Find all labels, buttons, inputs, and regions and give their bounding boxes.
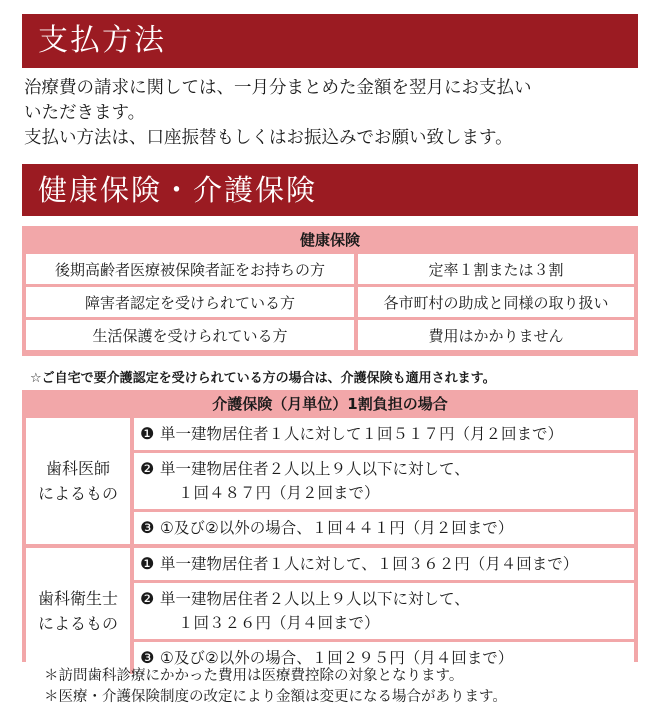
payment-line-3: 支払い方法は、口座振替もしくはお振込みでお願い致します。 [24, 128, 513, 148]
payment-intro [24, 76, 634, 151]
care-insurance-note: ☆ご自宅で要介護認定を受けられている方の場合は、介護保険も適用されます。 [30, 371, 496, 386]
item-marker: ❶ [140, 554, 155, 573]
item-text-line1: 単一建物居住者２人以上９人以下に対して、 [160, 590, 470, 608]
list-item [134, 583, 634, 639]
item-text: ①及び②以外の場合、１回４４１円（月２回まで） [160, 519, 514, 537]
care-group-label [26, 418, 130, 544]
health-insurance-header: 健康保険 [299, 231, 360, 249]
item-marker: ❸ [140, 518, 155, 537]
item-marker: ❷ [140, 589, 155, 608]
health-insurance-table [22, 226, 638, 356]
health-row-condition: 障害者認定を受けられている方 [26, 287, 354, 317]
care-group-dentist [26, 418, 634, 544]
health-row-condition: 後期高齢者医療被保険者証をお持ちの方 [26, 254, 354, 284]
care-group-label-line2: によるもの [37, 484, 118, 503]
health-row-rate: 各市町村の助成と同様の取り扱い [358, 287, 634, 317]
list-item [134, 548, 634, 580]
list-item [134, 418, 634, 450]
health-row-rate: 定率１割または３割 [358, 254, 634, 284]
item-marker: ❸ [140, 648, 155, 667]
item-marker: ❶ [140, 424, 155, 443]
care-group-hygienist [26, 548, 634, 674]
item-text-line1: 単一建物居住者２人以上９人以下に対して、 [160, 460, 470, 478]
item-text-line2: １回３２６円（月４回まで） [178, 614, 380, 632]
care-insurance-header: 介護保険（月単位）1割負担の場合 [212, 395, 448, 413]
care-group-items [134, 548, 634, 674]
care-insurance-table [22, 390, 638, 667]
footer-note-2: ＊医療・介護保険制度の改定により金額は変更になる場合があります。 [44, 689, 507, 705]
item-text: 単一建物居住者１人に対して１回５１７円（月２回まで） [160, 425, 564, 443]
insurance-title: 健康保険・介護保険 [22, 164, 638, 216]
footer-note-1: ＊訪問歯科診療にかかった費用は医療費控除の対象となります。 [44, 668, 464, 684]
health-row-condition: 生活保護を受けられている方 [26, 320, 354, 350]
care-group-label-line1: 歯科衛生士 [37, 589, 118, 608]
footer-notes [44, 666, 644, 708]
table-row [26, 320, 634, 350]
item-text [160, 587, 626, 635]
list-item [134, 512, 634, 544]
item-text-line2: １回４８７円（月２回まで） [178, 484, 380, 502]
item-text [160, 457, 626, 505]
care-group-label-line1: 歯科医師 [45, 459, 110, 478]
item-marker: ❷ [140, 459, 155, 478]
care-group-items [134, 418, 634, 544]
payment-line-2: いただきます。 [24, 103, 146, 123]
item-text: ①及び②以外の場合、１回２９５円（月４回まで） [160, 649, 514, 667]
table-row [26, 287, 634, 317]
care-group-label-line2: によるもの [37, 614, 118, 633]
care-group-label [26, 548, 130, 674]
table-row [26, 254, 634, 284]
payment-line-1: 治療費の請求に関しては、一月分まとめた金額を翌月にお支払い [24, 78, 532, 98]
list-item [134, 453, 634, 509]
payment-method-title: 支払方法 [22, 14, 638, 68]
health-row-rate: 費用はかかりません [358, 320, 634, 350]
item-text: 単一建物居住者１人に対して、１回３６２円（月４回まで） [160, 555, 579, 573]
